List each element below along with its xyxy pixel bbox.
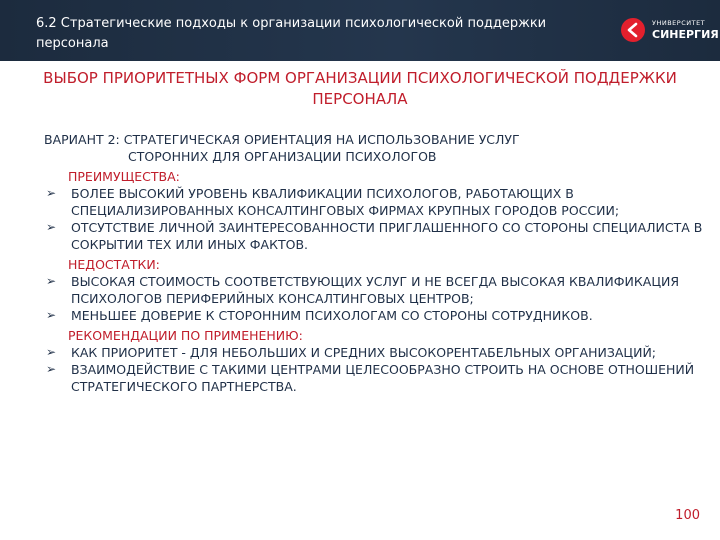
logo-text-top: УНИВЕРСИТЕТ xyxy=(652,19,706,27)
variant-line-1: ВАРИАНТ 2: СТРАТЕГИЧЕСКАЯ ОРИЕНТАЦИЯ НА ИСПОЛЬЗОВАНИЕ УСЛУГ xyxy=(44,132,520,147)
list-item xyxy=(44,185,704,219)
page-number: 100 xyxy=(675,508,700,523)
logo-text-bottom: СИНЕРГИЯ xyxy=(652,28,719,41)
synergy-logo-icon xyxy=(620,17,646,43)
disadvantages-heading: НЕДОСТАТКИ: xyxy=(68,257,160,272)
arrowhead-bullet-icon: ➢ xyxy=(46,362,57,376)
list-item xyxy=(44,273,704,307)
list-item-text: БОЛЕЕ ВЫСОКИЙ УРОВЕНЬ КВАЛИФИКАЦИИ ПСИХОЛОГОВ, РАБОТАЮЩИХ В СПЕЦИАЛИЗИРОВАННЫХ КОНСАЛТИНГОВЫХ ФИРМАХ КРУПНЫХ ГОРОДОВ РОССИИ; xyxy=(71,186,620,218)
synergy-logo xyxy=(620,14,719,46)
variant-line-2: СТОРОННИХ ДЛЯ ОРГАНИЗАЦИИ ПСИХОЛОГОВ xyxy=(128,149,437,164)
arrowhead-bullet-icon: ➢ xyxy=(46,274,57,288)
arrowhead-bullet-icon: ➢ xyxy=(46,345,57,359)
arrowhead-bullet-icon: ➢ xyxy=(46,220,57,234)
list-item-text: МЕНЬШЕЕ ДОВЕРИЕ К СТОРОННИМ ПСИХОЛОГАМ СО СТОРОНЫ СОТРУДНИКОВ. xyxy=(71,308,593,323)
slide-header xyxy=(0,0,720,61)
slide-body xyxy=(44,131,704,395)
advantages-heading: ПРЕИМУЩЕСТВА: xyxy=(68,169,180,184)
list-item-text: ОТСУТСТВИЕ ЛИЧНОЙ ЗАИНТЕРЕСОВАННОСТИ ПРИГЛАШЕННОГО СО СТОРОНЫ СПЕЦИАЛИСТА В СОКРЫТИИ ТЕХ ИЛИ ИНЫХ ФАКТОВ. xyxy=(71,220,703,252)
list-item-text: ВЗАИМОДЕЙСТВИЕ С ТАКИМИ ЦЕНТРАМИ ЦЕЛЕСООБРАЗНО СТРОИТЬ НА ОСНОВЕ ОТНОШЕНИЙ СТРАТЕГИЧЕСКОГО ПАРТНЕРСТВА. xyxy=(71,362,695,394)
variant-heading xyxy=(44,131,704,165)
header-title: 6.2 Стратегические подходы к организации психологической поддержки персонала xyxy=(36,16,547,51)
arrowhead-bullet-icon: ➢ xyxy=(46,308,57,322)
list-item xyxy=(44,219,704,253)
list-item xyxy=(44,344,704,361)
list-item xyxy=(44,307,704,324)
slide-title: ВЫБОР ПРИОРИТЕТНЫХ ФОРМ ОРГАНИЗАЦИИ ПСИХОЛОГИЧЕСКОЙ ПОДДЕРЖКИ ПЕРСОНАЛА xyxy=(43,69,677,108)
list-item-text: ВЫСОКАЯ СТОИМОСТЬ СООТВЕТСТВУЮЩИХ УСЛУГ И НЕ ВСЕГДА ВЫСОКАЯ КВАЛИФИКАЦИЯ ПСИХОЛОГОВ ПЕРИФЕРИЙНЫХ КОНСАЛТИНГОВЫХ ЦЕНТРОВ; xyxy=(71,274,680,306)
arrowhead-bullet-icon: ➢ xyxy=(46,186,57,200)
recommendations-heading: РЕКОМЕНДАЦИИ ПО ПРИМЕНЕНИЮ: xyxy=(68,328,303,343)
list-item xyxy=(44,361,704,395)
list-item-text: КАК ПРИОРИТЕТ - ДЛЯ НЕБОЛЬШИХ И СРЕДНИХ ВЫСОКОРЕНТАБЕЛЬНЫХ ОРГАНИЗАЦИЙ; xyxy=(71,345,657,360)
